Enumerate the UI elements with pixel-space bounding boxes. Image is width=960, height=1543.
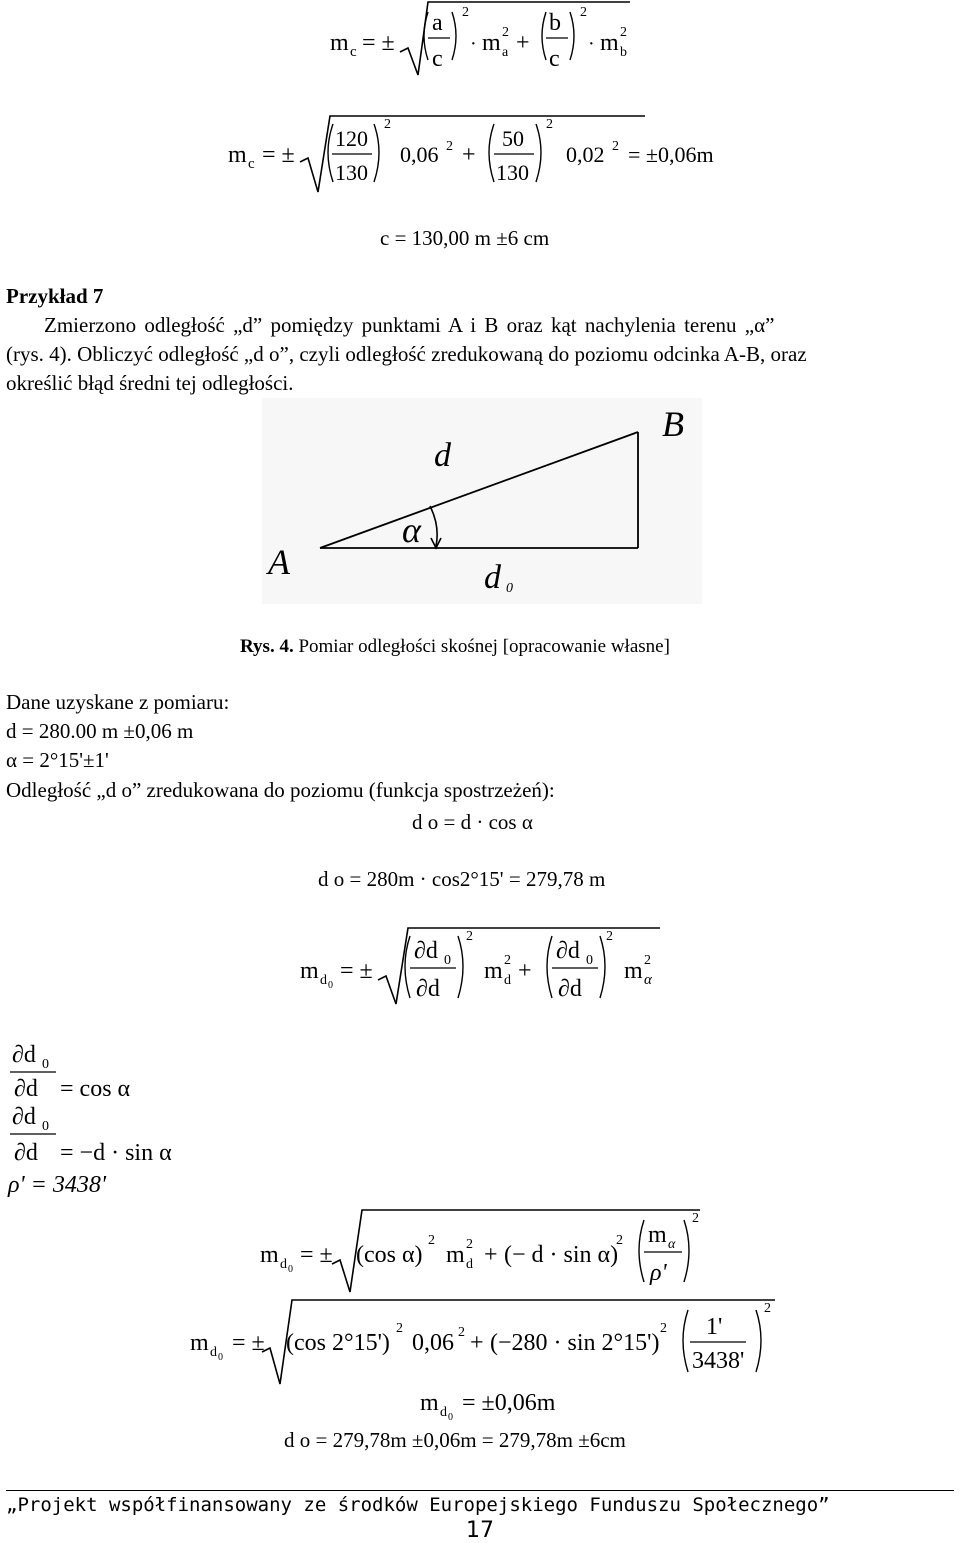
eq3-f1-num: ∂d: [414, 938, 438, 964]
eq5-v1: 0,06: [412, 1330, 454, 1356]
page-number: 17: [466, 1518, 494, 1543]
eq2-lhs-sub: c: [248, 156, 255, 172]
eq2-pm: = ±: [262, 142, 295, 168]
eq5-plus: +: [470, 1330, 484, 1356]
eq3-m2-sub: α: [644, 972, 652, 988]
eq3-lhs-subsub: 0: [328, 980, 333, 991]
p2-den: ∂d: [14, 1140, 38, 1166]
eq1-dot1: ·: [470, 33, 477, 55]
result-c: c = 130,00 m ±6 cm: [380, 226, 550, 250]
eq3-exp2: 2: [606, 929, 613, 944]
eq3-f1-den: ∂d: [416, 976, 440, 1002]
eq3-f2-num-sub: 0: [586, 953, 593, 968]
figure-label-d: d: [434, 437, 451, 474]
eq4-m1-sub: d: [466, 1257, 473, 1272]
eq4-term1-exp: 2: [428, 1233, 435, 1248]
eq2-result: = ±0,06m: [628, 142, 714, 167]
eq3-m2-exp: 2: [644, 953, 651, 968]
eq2-f2-den: 130: [496, 160, 529, 185]
example-line-2: (rys. 4). Obliczyć odległość „d o”, czyli odległość zredukowaną do poziomu odcinka A-B, oraz: [6, 342, 807, 366]
eq5-lhs: m: [190, 1330, 209, 1356]
eq4-term2-exp: 2: [616, 1233, 623, 1248]
eq4-lhs-sub: d: [280, 1257, 287, 1272]
eq2-f1-num: 120: [335, 126, 368, 151]
data-heading: Dane uzyskane z pomiaru:: [6, 690, 230, 714]
eq1-m2-sub: b: [620, 45, 627, 60]
data-d-value: d = 280.00 m ±0,06 m: [6, 719, 194, 743]
eq6-lhs-sub: d: [440, 1405, 447, 1420]
eq4-lhs-subsub: 0: [288, 1264, 293, 1275]
p1-num-sub: 0: [42, 1057, 49, 1072]
eq1-exp1: 2: [462, 5, 469, 20]
eq1-m1-exp: 2: [502, 25, 509, 40]
data-alpha-value: α = 2°15'±1': [6, 748, 109, 772]
eq5-exp-outer: 2: [764, 1301, 771, 1316]
eq5-term1-exp: 2: [396, 1321, 403, 1336]
eq3-f1-num-sub: 0: [444, 953, 451, 968]
eq2-v2: 0,02: [566, 142, 605, 167]
eq4-m1-exp: 2: [466, 1237, 473, 1252]
eq3-f2-den: ∂d: [558, 976, 582, 1002]
eq5-term2: (−280 · sin 2°15'): [490, 1330, 660, 1356]
eq4-plus: +: [484, 1242, 498, 1268]
eq3-exp1: 2: [466, 929, 473, 944]
caption-text: Pomiar odległości skośnej: [298, 636, 498, 657]
eq1-m2-exp: 2: [620, 25, 627, 40]
caption-bracket: [opracowanie własne]: [502, 636, 670, 657]
eq4-f-num: m: [648, 1222, 667, 1248]
eq2-exp2: 2: [546, 117, 553, 132]
p1-rhs: = cos α: [60, 1076, 131, 1102]
figure-label-d0: d: [484, 559, 501, 596]
rho-line: ρ' = 3438': [8, 1172, 106, 1198]
footer-project-text: „Projekt współfinansowany ze środków Europejskiego Funduszu Społecznego”: [6, 1494, 830, 1516]
eq2-plus: +: [462, 142, 476, 168]
example-title: Przykład 7: [6, 284, 104, 308]
eq1-f1-num: a: [432, 10, 443, 36]
eq3-m1-exp: 2: [504, 953, 511, 968]
p1-num: ∂d: [12, 1042, 36, 1068]
eq5-term1: (cos 2°15'): [286, 1330, 390, 1356]
eq2-f2-num: 50: [502, 126, 524, 151]
eq5-v1-exp: 2: [458, 1325, 465, 1340]
eq2-exp1: 2: [384, 117, 391, 132]
final-result: d o = 279,78m ±0,06m = 279,78m ±6cm: [284, 1428, 626, 1452]
eq3-m2: m: [624, 958, 643, 984]
figure-label-A: A: [268, 542, 290, 582]
eq5-f-num: 1': [706, 1314, 723, 1340]
eq4-pm: = ±: [300, 1242, 333, 1268]
eq4-f-num-sub: α: [668, 1237, 676, 1252]
eq3-lhs: m: [300, 958, 319, 984]
figure-label-d0-sub: 0: [506, 581, 513, 596]
eq5-pm: = ±: [232, 1330, 265, 1356]
eq4-term2: (− d · sin α): [504, 1242, 619, 1268]
p1-den: ∂d: [14, 1076, 38, 1102]
eq5-lhs-sub: d: [210, 1345, 217, 1360]
eq2-v2-exp: 2: [612, 139, 619, 154]
eq5-f-den: 3438': [692, 1348, 745, 1374]
eq2-f1-den: 130: [335, 160, 368, 185]
eq4-term1: (cos α): [356, 1242, 423, 1268]
eq2-lhs: m: [228, 142, 247, 168]
eq4-m1: m: [446, 1242, 465, 1268]
eq3-f2-num: ∂d: [556, 938, 580, 964]
eq3-pm: = ±: [340, 958, 373, 984]
eq4-f-den: ρ': [650, 1260, 667, 1286]
eq6-lhs: m: [420, 1390, 439, 1416]
figure-label-alpha: α: [402, 510, 421, 550]
footer-rule: [6, 1490, 954, 1491]
eq3-plus: +: [518, 958, 532, 984]
eq3-m1-sub: d: [504, 973, 511, 988]
eq1-f1-den: c: [432, 46, 443, 72]
eq1-m1-sub: a: [502, 45, 509, 60]
p2-num-sub: 0: [42, 1119, 49, 1134]
eq6-lhs-subsub: 0: [448, 1412, 453, 1423]
eq1-plus: +: [516, 30, 530, 56]
eq1-m1: m: [482, 30, 501, 56]
example-line-1: Zmierzono odległość „d” pomiędzy punktami A i B oraz kąt nachylenia terenu „α”: [44, 313, 775, 337]
eq5-term2-exp: 2: [660, 1321, 667, 1336]
eq1-f2-num: b: [549, 10, 561, 36]
eq2-v1: 0,06: [400, 142, 439, 167]
eq2-v1-exp: 2: [446, 139, 453, 154]
eq1-exp2: 2: [580, 5, 587, 20]
formula-do-value: d o = 280m · cos2°15' = 279,78 m: [318, 867, 606, 891]
eq6-rhs: = ±0,06m: [462, 1390, 556, 1416]
eq4-lhs: m: [260, 1242, 279, 1268]
eq1-pm: = ±: [362, 30, 395, 56]
figure-label-B: B: [662, 404, 684, 444]
eq1-lhs: m: [330, 30, 349, 56]
eq1-m2: m: [600, 30, 619, 56]
p2-rhs: = −d · sin α: [60, 1140, 172, 1166]
eq5-lhs-subsub: 0: [218, 1352, 223, 1363]
eq1-lhs-sub: c: [350, 44, 357, 60]
eq4-exp-outer: 2: [692, 1211, 699, 1226]
data-reduction-text: Odległość „d o” zredukowana do poziomu (funkcja spostrzeżeń):: [6, 778, 555, 802]
formula-do: d o = d · cos α: [412, 810, 533, 834]
eq1-dot2: ·: [588, 33, 595, 55]
p2-num: ∂d: [12, 1104, 36, 1130]
example-line-3: określić błąd średni tej odległości.: [6, 371, 294, 395]
eq1-f2-den: c: [549, 46, 560, 72]
eq3-m1: m: [484, 958, 503, 984]
caption-label: Rys. 4.: [240, 636, 294, 657]
eq3-lhs-sub: d: [320, 973, 327, 988]
